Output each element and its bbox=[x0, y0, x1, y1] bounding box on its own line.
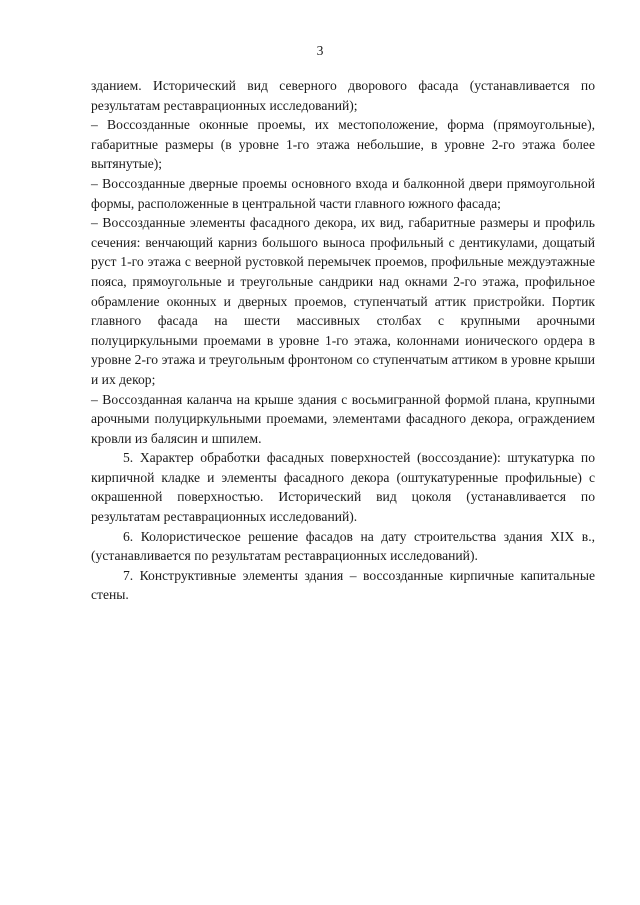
paragraph-facade-decor: – Воссозданные элементы фасадного декора, их вид, габаритные размеры и профиль сечения: венчающий карниз большого выноса профильный с дентикулами, дощатый руст 1-го этажа с веерной рустовкой перемычек проемов, профильные междуэтажные пояса, прямоугольные и треугольные сандрики над окнами 2-го этажа, профильное обрамление оконных и дверных проемов, ступенчатый аттик пристройки. Портик главного фасада на шести массивных столбах с крупными арочными полуциркульными проемами в уровне 1-го этажа, колоннами ионического ордера в уровне 2-го этажа и треугольным фронтоном со ступенчатым аттиком в уровне крыши и их декор; bbox=[91, 215, 595, 387]
paragraph-north-facade: зданием. Исторический вид северного дворового фасада (устанавливается по результатам реставрационных исследований); bbox=[91, 78, 595, 113]
paragraph-fire-tower: – Воссозданная каланча на крыше здания с восьмигранной формой плана, крупными арочными полуциркульными проемами, элементами фасадного декора, ограждением кровли из балясин и шпилем. bbox=[91, 391, 595, 446]
paragraph-door-openings: – Воссозданные дверные проемы основного входа и балконной двери прямоугольной формы, расположенные в центральной части главного южного фасада; bbox=[91, 175, 595, 211]
paragraph-window-openings: – Воссозданные оконные проемы, их местоположение, форма (прямоугольные), габаритные размеры (в уровне 1-го этажа небольшие, в уровне 2-го этажа более вытянутые); bbox=[91, 117, 595, 172]
paragraph-item-6: 6. Колористическое решение фасадов на дату строительства здания XIX в., (устанавливается по результатам реставрационных исследований). bbox=[91, 528, 595, 564]
paragraph-item-5: 5. Характер обработки фасадных поверхностей (воссоздание): штукатурка по кирпичной кладке и элементы фасадного декора (оштукатуренные профильные) с окрашенной поверхностью. Исторический вид цоколя (устанавливается по результатам реставрационных исследований). bbox=[91, 450, 595, 525]
page-number: 3 bbox=[316, 43, 324, 58]
paragraph-item-7: 7. Конструктивные элементы здания – воссозданные кирпичные капитальные стены. bbox=[91, 567, 595, 603]
document-body bbox=[91, 76, 595, 605]
